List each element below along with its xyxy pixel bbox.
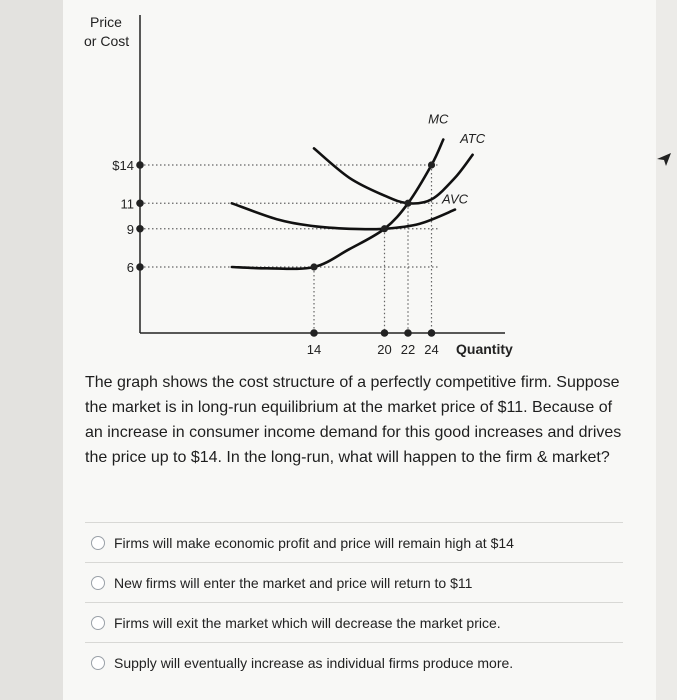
avc-curve [232, 203, 455, 229]
x-tick-label: 24 [424, 342, 439, 357]
radio-icon[interactable] [91, 576, 105, 590]
curves [232, 112, 486, 269]
x-tick-label: 22 [400, 342, 416, 357]
radio-icon[interactable] [91, 536, 105, 550]
option-label: Firms will exit the market which will decrease the market price. [114, 614, 501, 631]
y-tick-label: 6 [126, 260, 134, 275]
option-label: Firms will make economic profit and price will remain high at $14 [114, 534, 514, 551]
y-tick-dot [136, 161, 144, 169]
intersection-point [310, 263, 317, 270]
mouse-cursor-icon [655, 150, 673, 168]
y-axis-label-line1: Price [90, 14, 122, 30]
x-tick-dot [428, 329, 436, 337]
option-label: Supply will eventually increase as individual firms produce more. [114, 654, 514, 671]
option-1[interactable] [85, 523, 623, 562]
y-tick-dot [136, 199, 144, 207]
x-tick-dot [404, 329, 412, 337]
marked-points [310, 161, 435, 270]
y-tick-dot [136, 263, 144, 271]
mc-label: MC [428, 111, 449, 127]
guide-lines [140, 165, 440, 333]
option-label: New firms will enter the market and price will return to $11 [114, 574, 473, 591]
y-tick-dot [136, 225, 144, 233]
radio-icon[interactable] [91, 656, 105, 670]
atc-label: ATC [460, 130, 486, 146]
option-2[interactable] [85, 563, 623, 602]
avc-label: AVC [441, 191, 469, 207]
question-text: The graph shows the cost structure of a perfectly competitive firm. Suppose the market is in long-run equilibrium at the market price of $11. Because of an increase in consumer income demand for this good increases and drives the price up to $14. In the long-run, what will happen to the firm & market? [85, 374, 622, 466]
option-4[interactable] [85, 643, 623, 682]
y-axis-label-line2: or Cost [84, 33, 130, 49]
intersection-point [381, 225, 388, 232]
y-tick-label: 9 [126, 221, 134, 237]
intersection-point [428, 161, 435, 168]
x-tick-label: 14 [306, 342, 322, 357]
y-tick-label: 11 [120, 196, 134, 212]
x-tick-label: 20 [377, 342, 392, 357]
x-tick-dot [310, 329, 318, 337]
ticks [112, 158, 438, 357]
answer-options [85, 522, 623, 682]
radio-icon[interactable] [91, 616, 105, 630]
intersection-point [404, 200, 411, 207]
option-3[interactable] [85, 603, 623, 642]
x-tick-dot [381, 329, 389, 337]
y-tick-label: $14 [112, 158, 134, 173]
x-axis-label: Quantity [456, 341, 513, 357]
